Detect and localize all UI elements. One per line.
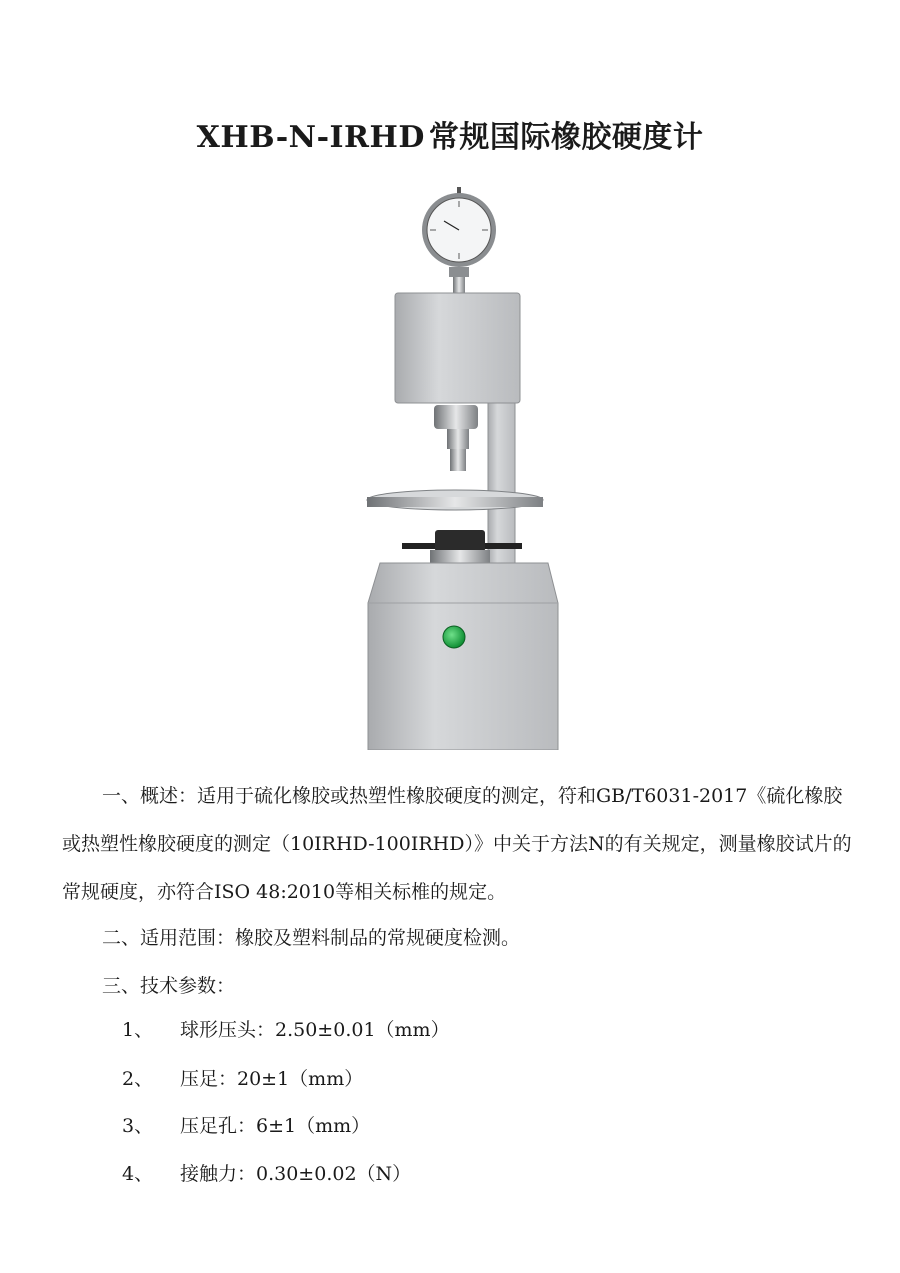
title-model: XHB-N-IRHD <box>196 120 425 155</box>
spec-item <box>122 1159 411 1189</box>
overview-paragraph: 一、概述：适用于硫化橡胶或热塑性橡胶硬度的测定，符和GB/T6031-2017《硫化橡胶或热塑性橡胶硬度的测定（10IRHD-100IRHD）》中关于方法N的有关规定，测量橡胶试片的常规硬度，亦符合ISO 48:2010等相关标椎的规定。 <box>62 785 852 903</box>
spec-text: 接触力：0.30±0.02（N） <box>180 1163 412 1185</box>
spec-text: 球形压头：2.50±0.01（mm） <box>180 1019 450 1041</box>
scope-paragraph: 二、适用范围：橡胶及塑料制品的常规硬度检测。 <box>102 927 521 949</box>
spec-item <box>122 1064 363 1094</box>
spec-number: 1、 <box>122 1019 154 1041</box>
spec-item <box>122 1111 370 1141</box>
spec-text: 压足孔：6±1（mm） <box>180 1115 371 1137</box>
title-name: 常规国际橡胶硬度计 <box>428 120 704 155</box>
spec-item <box>122 1015 450 1045</box>
params-heading: 三、技术参数： <box>102 975 236 997</box>
spec-text: 压足：20±1（mm） <box>180 1068 364 1090</box>
page-title <box>0 112 900 156</box>
hardness-tester-photo <box>340 185 570 750</box>
spec-number: 4、 <box>122 1163 154 1185</box>
spec-number: 2、 <box>122 1068 154 1090</box>
spec-number: 3、 <box>122 1115 154 1137</box>
